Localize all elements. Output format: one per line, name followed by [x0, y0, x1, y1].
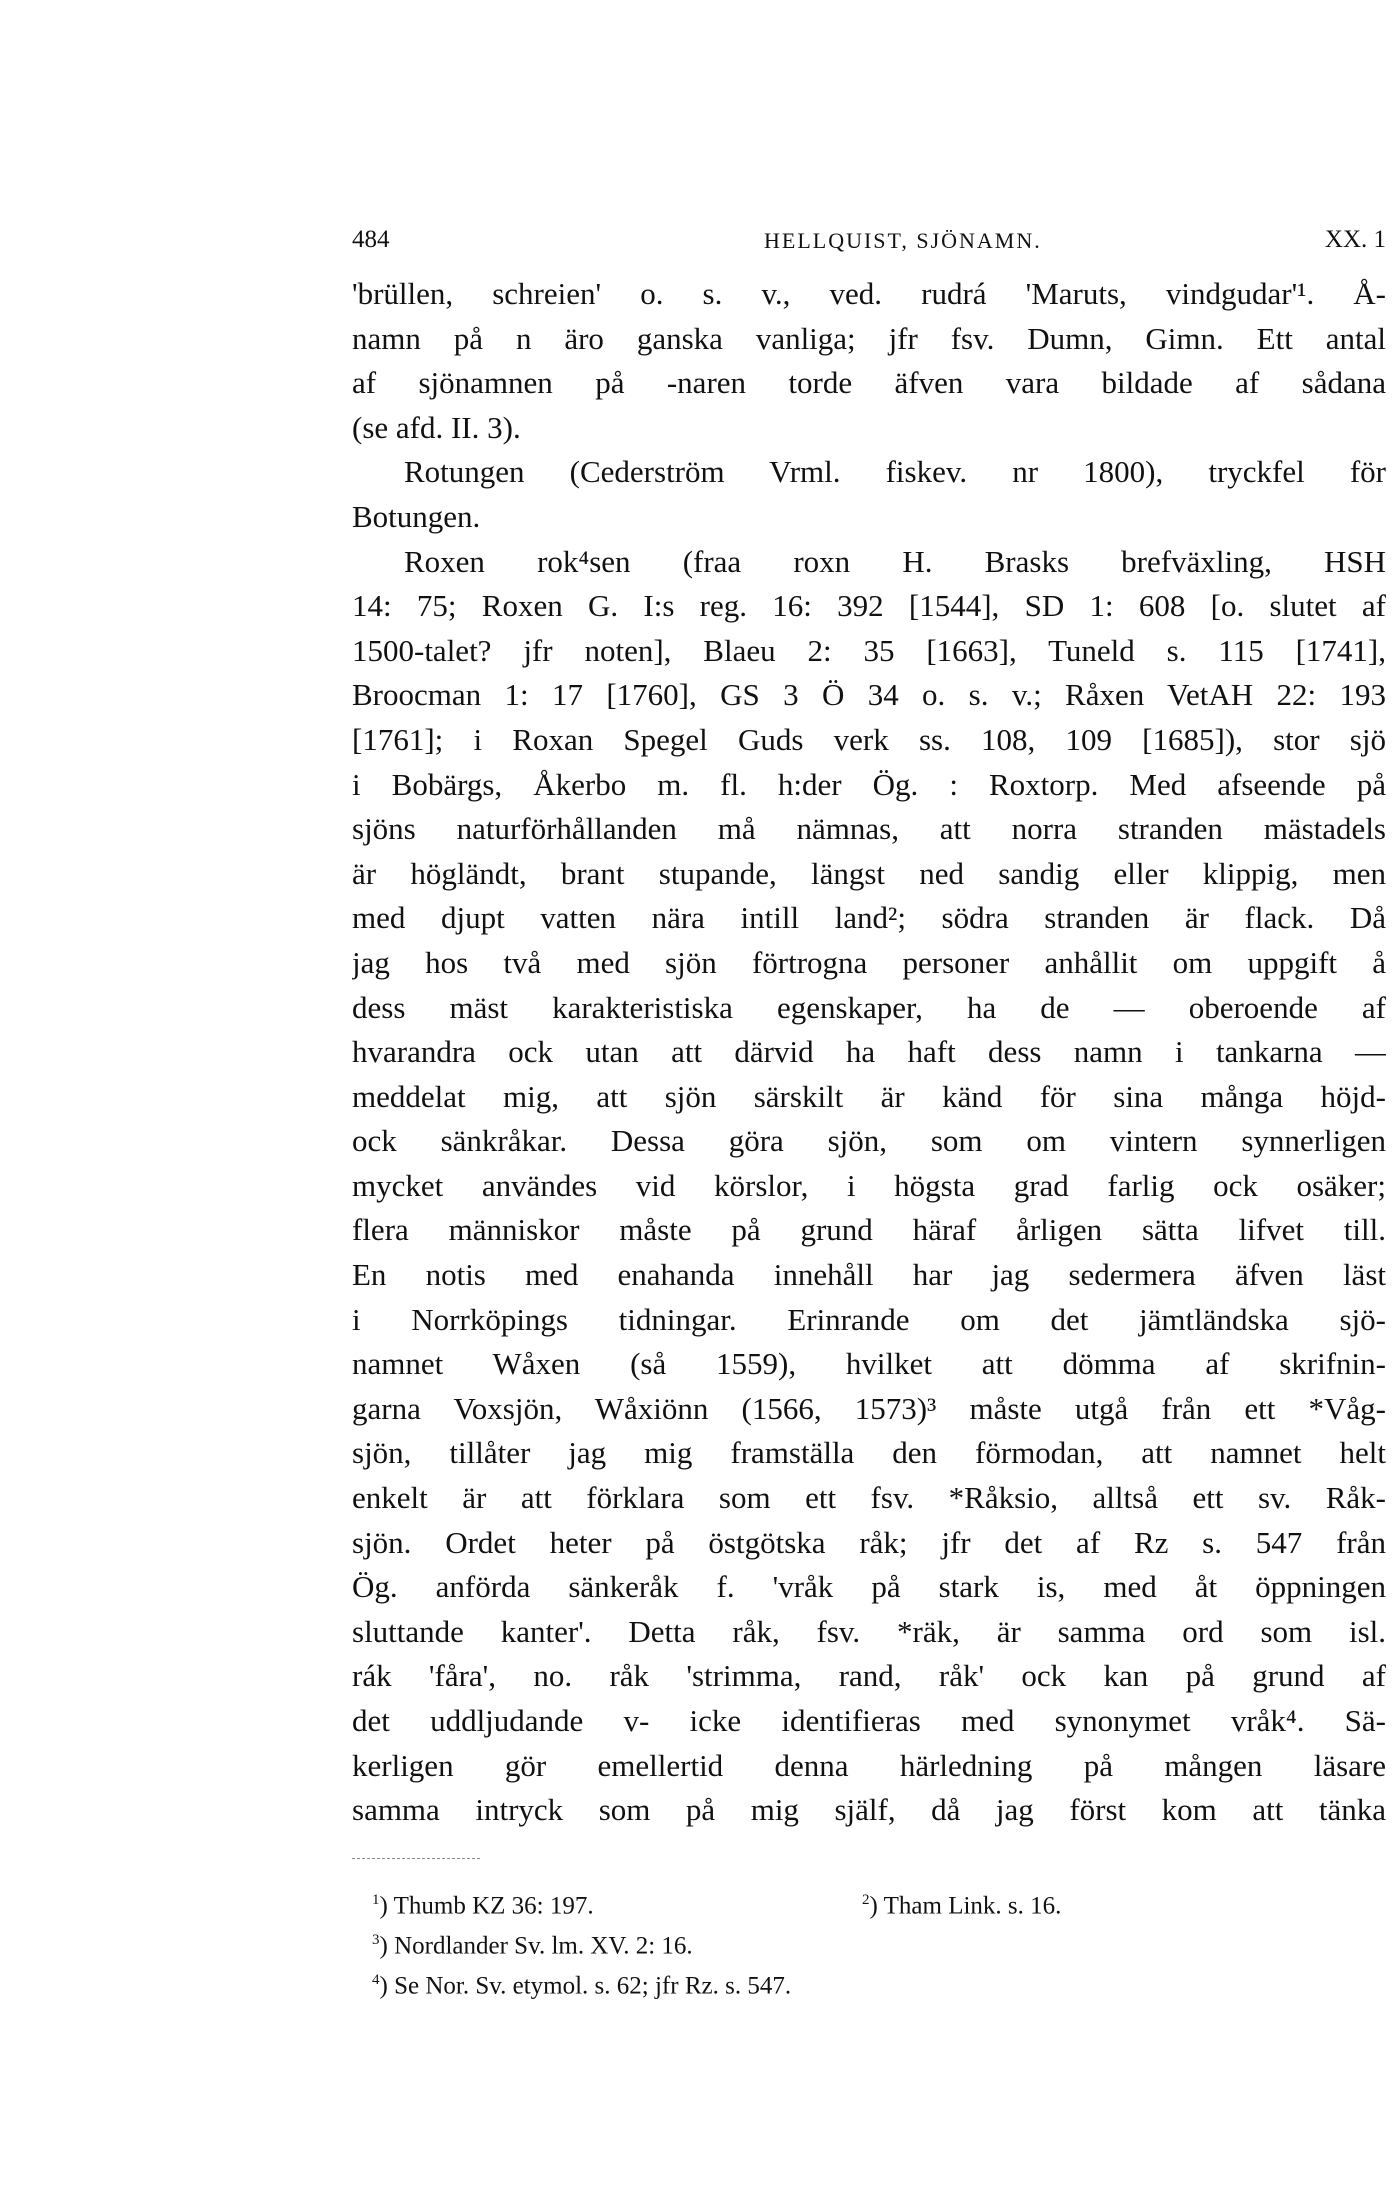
text-line: [1761]; i Roxan Spegel Guds verk ss. 108, 109 [1685]), stor sjö: [352, 721, 1386, 757]
footnote-mark: 2: [862, 1892, 870, 1908]
text-line: Botungen.: [352, 498, 481, 534]
text-line: ock sänkråkar. Dessa göra sjön, som om vintern synnerligen: [352, 1123, 1386, 1159]
text-line: sluttande kanter'. Detta råk, fsv. *räk, är samma ord som isl.: [352, 1613, 1386, 1649]
text-line: dess mäst karakteristiska egenskaper, ha de — oberoende af: [352, 989, 1386, 1025]
footnote-mark: 3: [372, 1932, 380, 1948]
text-line: flera människor måste på grund häraf årligen sätta lifvet till.: [352, 1212, 1386, 1248]
footnote: $^1$) Thumb KZ 36: 197.: [372, 1892, 594, 1920]
text-line: i Bobärgs, Åkerbo m. fl. h:der Ög. : Roxtorp. Med afseende på: [352, 766, 1386, 802]
text-line: kerligen gör emellertid denna härledning på mången läsare: [352, 1747, 1386, 1783]
text-line: hvarandra ock utan att därvid ha haft dess namn i tankarna —: [352, 1034, 1386, 1070]
text-line: är högländt, brant stupande, längst ned sandig eller klippig, men: [352, 855, 1386, 891]
text-line: sjön, tillåter jag mig framställa den förmodan, att namnet helt: [352, 1435, 1386, 1471]
text-line: Broocman 1: 17 [1760], GS 3 Ö 34 o. s. v.; Råxen VetAH 22: 193: [352, 677, 1386, 713]
text-line: samma intryck som på mig själf, då jag först kom att tänka: [352, 1792, 1386, 1828]
section-number: XX. 1: [1324, 226, 1386, 253]
text-line: meddelat mig, att sjön särskilt är känd för sina många höjd-: [352, 1078, 1386, 1114]
footnote-text: Nordlander Sv. lm. XV. 2: 16.: [394, 1932, 693, 1960]
text-line: namn på n äro ganska vanliga; jfr fsv. Dumn, Gimn. Ett antal: [352, 320, 1386, 356]
text-line: 14: 75; Roxen G. I:s reg. 16: 392 [1544], SD 1: 608 [o. slutet af: [352, 588, 1386, 624]
footnote-text: Se Nor. Sv. etymol. s. 62; jfr Rz. s. 547.: [394, 1972, 792, 2000]
text-line: jag hos två med sjön förtrogna personer anhållit om uppgift å: [352, 944, 1386, 980]
footnote-text: Thumb KZ 36: 197.: [393, 1892, 594, 1920]
footnote-text: Tham Link. s. 16.: [883, 1892, 1062, 1920]
footnote: $^3$) Nordlander Sv. lm. XV. 2: 16.: [372, 1932, 693, 1960]
footnote: $^4$) Se Nor. Sv. etymol. s. 62; jfr Rz. s. 547.: [372, 1972, 792, 2000]
footnote-separator: [352, 1858, 480, 1859]
footnote-mark: 1: [372, 1892, 380, 1908]
text-line: garna Voxsjön, Wåxiönn (1566, 1573)³ måste utgå från ett *Våg-: [352, 1390, 1386, 1426]
text-line: Ög. anförda sänkeråk f. 'vråk på stark is, med åt öppningen: [352, 1569, 1386, 1605]
running-title: HELLQUIST, SJÖNAMN.: [764, 228, 1042, 253]
text-line: Rotungen (Cederström Vrml. fiskev. nr 1800), tryckfel för: [404, 454, 1386, 490]
text-line: enkelt är att förklara som ett fsv. *Råksio, alltså ett sv. Råk-: [352, 1480, 1386, 1516]
text-line: sjöns naturförhållanden må nämnas, att norra stranden mästadels: [352, 811, 1386, 847]
text-line: En notis med enahanda innehåll har jag sedermera äfven läst: [352, 1257, 1386, 1293]
footnote: $^2$) Tham Link. s. 16.: [862, 1892, 1062, 1920]
running-header: [352, 226, 1386, 258]
body-text: [352, 272, 1386, 1833]
text-line: rák 'fåra', no. råk 'strimma, rand, råk' ock kan på grund af: [352, 1658, 1386, 1694]
footnote-mark: 4: [372, 1972, 380, 1988]
text-line: det uddljudande v- icke identifieras med synonymet vråk⁴. Sä-: [352, 1703, 1386, 1738]
text-line: 1500-talet? jfr noten], Blaeu 2: 35 [1663], Tuneld s. 115 [1741],: [352, 632, 1386, 668]
text-line: mycket användes vid körslor, i högsta grad farlig ock osäker;: [352, 1167, 1386, 1203]
text-line: sjön. Ordet heter på östgötska råk; jfr det af Rz s. 547 från: [352, 1524, 1386, 1560]
page-number: 484: [352, 226, 390, 253]
text-line: namnet Wåxen (så 1559), hvilket att dömma af skrifnin-: [352, 1346, 1386, 1382]
text-line: 'brüllen, schreien' o. s. v., ved. rudrá 'Maruts, vindgudar'¹. Å-: [352, 276, 1386, 311]
text-line: af sjönamnen på -naren torde äfven vara bildade af sådana: [352, 365, 1386, 401]
text-line: (se afd. II. 3).: [352, 409, 521, 445]
text-line: i Norrköpings tidningar. Erinrande om det jämtländska sjö-: [352, 1301, 1386, 1337]
text-line: med djupt vatten nära intill land²; södra stranden är flack. Då: [352, 900, 1386, 936]
text-line: Roxen rok⁴sen (fraa roxn H. Brasks brefväxling, HSH: [404, 543, 1386, 579]
